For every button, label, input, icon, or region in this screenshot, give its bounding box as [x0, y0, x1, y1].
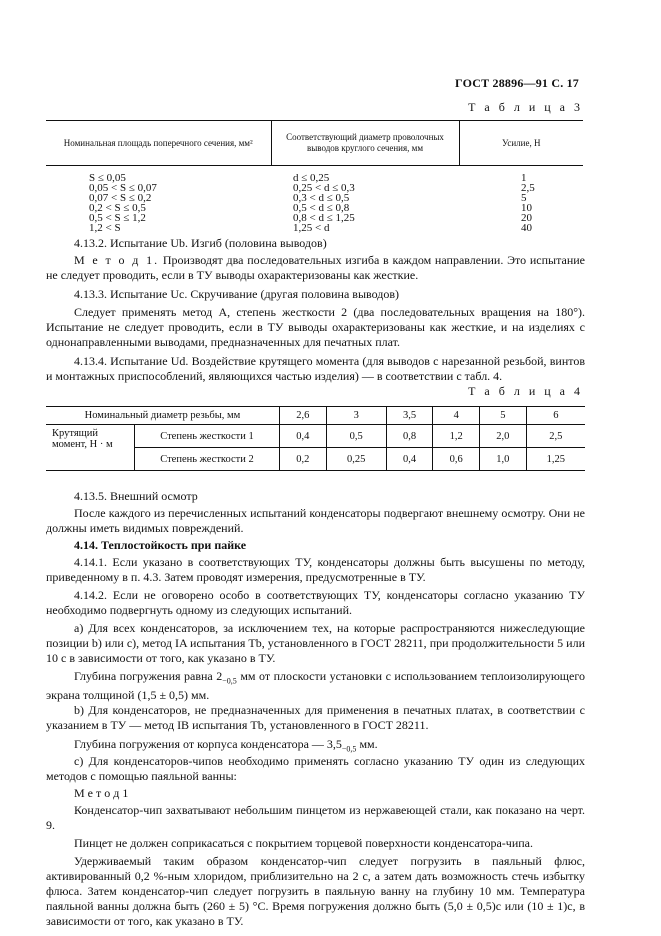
table-cell: 5: [521, 192, 527, 204]
method-text: Производят два последовательных изгиба в каждом направлении. Это испытание не следует проводить, если в ТУ выводы охарактеризованы как жесткие.: [46, 253, 585, 282]
table4-caption: Т а б л и ц а 4: [468, 384, 583, 398]
table-cell: 0,25 < d ≤ 0,3: [293, 182, 355, 194]
table-cell: 1,0: [480, 448, 527, 471]
table-cell: 0,8 < d ≤ 1,25: [293, 212, 355, 224]
table-cell: 0,6: [433, 448, 480, 471]
table-cell: 1: [521, 172, 527, 184]
table-4: [46, 406, 585, 471]
table-cell: 0,07 < S ≤ 0,2: [89, 192, 152, 204]
table3-col-area: Номинальная площадь поперечного сечения, мм²: [46, 121, 271, 166]
table3-diameter-cells: [271, 166, 459, 235]
table3-col-diameter: Соответствующий диаметр проволочных выводов круглого сечения, мм: [271, 121, 459, 166]
table-cell: 0,8: [386, 425, 433, 448]
section-4-14-1: 4.14.1. Если указано в соответствующих ТУ, конденсаторы должны быть высушены по методу, приведенному в п. 4.3. Затем проводят измерения, предусмотренные в ТУ.: [46, 555, 585, 584]
depth-a-text: Глубина погружения равна 2: [74, 669, 223, 683]
item-c-paragraph: с) Для конденсаторов-чипов необходимо применять согласно указанию ТУ один из следующих методов с помощью паяльной ванны:: [46, 754, 585, 783]
table-cell: 2,5: [521, 182, 535, 194]
item-a-paragraph: а) Для всех конденсаторов, за исключением тех, на которые распространяются нижеследующие позиции b) или с), метод IA испытания Tb, установленного в ГОСТ 28211, при продолжительности 5 или 10 с в зависимости от того, как указано в ТУ.: [46, 621, 585, 665]
table-cell: 20: [521, 212, 532, 224]
table-cell: 1,25: [526, 448, 585, 471]
table-cell: 2,0: [480, 425, 527, 448]
section-4-13-4: 4.13.4. Испытание Ud. Воздействие крутящего момента (для выводов с нарезанной резьбой, винтов и монтажных приспособлений, являющихся частью изделия) — в соответствии с табл. 4.: [46, 354, 585, 383]
table4-diameter: 6: [526, 407, 585, 425]
method-1-paragraph: [46, 253, 585, 283]
table-cell: 0,4: [280, 425, 327, 448]
table3-area-cells: [46, 166, 271, 235]
table-cell: 10: [521, 202, 532, 214]
table4-row-group-label: Крутящий момент, Н · м: [46, 425, 135, 471]
chip-grip-paragraph: Конденсатор-чип захватывают небольшим пинцетом из нержавеющей стали, как показано на черт. 9.: [46, 803, 585, 832]
table-3: [46, 120, 583, 234]
table-cell: 40: [521, 222, 532, 234]
table-cell: 0,2 < S ≤ 0,5: [89, 202, 146, 214]
inspection-paragraph: После каждого из перечисленных испытаний конденсаторы подвергают внешнему осмотру. Они не должны иметь видимых повреждений.: [46, 506, 585, 535]
table4-diameter: 5: [480, 407, 527, 425]
depth-b-rest: мм.: [356, 737, 378, 751]
section-4-13-2: 4.13.2. Испытание Ub. Изгиб (половина выводов): [74, 236, 327, 250]
depth-b-text: Глубина погружения от корпуса конденсатора — 3,5: [74, 737, 342, 751]
table4-row-label: Степень жесткости 1: [135, 425, 280, 448]
section-4-13-3: 4.13.3. Испытание Uc. Скручивание (другая половина выводов): [74, 287, 400, 301]
table-cell: 0,5 < S ≤ 1,2: [89, 212, 146, 224]
table-cell: 0,5: [326, 425, 386, 448]
table-cell: S ≤ 0,05: [89, 172, 126, 184]
table-cell: 1,25 < d: [293, 222, 330, 234]
immersion-depth-a: [46, 669, 585, 703]
depth-b-tolerance: −0,5: [341, 744, 357, 754]
tweezers-paragraph: Пинцет не должен соприкасаться с покрытием торцевой поверхности конденсатора-чипа.: [74, 836, 533, 850]
method-label: М е т о д 1.: [74, 253, 160, 267]
table3-force-cells: [459, 166, 583, 235]
page-header: ГОСТ 28896—91 С. 17: [455, 76, 579, 90]
table-cell: 0,4: [386, 448, 433, 471]
depth-a-rest: мм от плоскости установки с использованием теплоизолирующего экрана толщиной (1,5 ± 0,5) мм.: [46, 669, 585, 703]
table-cell: 2,5: [526, 425, 585, 448]
section-4-14-heading: 4.14. Теплостойкость при пайке: [74, 538, 247, 552]
table4-diameter: 3,5: [386, 407, 433, 425]
item-b-paragraph: b) Для конденсаторов, не предназначенных для применения в печатных платах, в соответствии с указанием в ТУ — метод IB испытания Tb, установленного в ГОСТ 28211.: [46, 703, 585, 732]
table-cell: 1,2 < S: [89, 222, 121, 234]
twist-paragraph: Следует применять метод А, степень жесткости 2 (два последовательных вращения на 180°). Испытание не следует проводить, если в ТУ выводы охарактеризованы как жесткие, и на изделиях с однонаправленными выводами, предназначенных для печатных плат.: [46, 305, 585, 349]
table4-diameter: 3: [326, 407, 386, 425]
table-cell: 1,2: [433, 425, 480, 448]
table3-caption: Т а б л и ц а 3: [468, 100, 583, 114]
section-4-13-5: 4.13.5. Внешний осмотр: [74, 489, 198, 503]
table-cell: 0,2: [280, 448, 327, 471]
flux-immersion-paragraph: Удерживаемый таким образом конденсатор-чип следует погрузить в паяльный флюс, активированный 0,2 %-ным хлоридом, приблизительно на 2 с, а затем дать возможность стечь избытку флюса. Затем конденсатор-чип следует погрузить в паяльную ванну на глубину 10 мм. Температура паяльной ванны должна быть (260 ± 5) °С. Время погружения должно быть (5,0 ± 0,5)с или (10 ± 1)с, в зависимости от того, как указано в ТУ.: [46, 854, 585, 928]
table3-col-force: Усилие, Н: [459, 121, 583, 166]
table4-diameter: 4: [433, 407, 480, 425]
table-cell: d ≤ 0,25: [293, 172, 330, 184]
depth-a-tolerance: −0,5: [222, 676, 237, 686]
table4-row-label: Степень жесткости 2: [135, 448, 280, 471]
table4-diameter: 2,6: [280, 407, 327, 425]
table-cell: 0,3 < d ≤ 0,5: [293, 192, 350, 204]
table-cell: 0,05 < S ≤ 0,07: [89, 182, 157, 194]
section-4-14-2: 4.14.2. Если не оговорено особо в соответствующих ТУ, конденсаторы согласно указанию ТУ необходимо подвергнуть одному из следующих испытаний.: [46, 588, 585, 617]
method-1-heading: М е т о д 1: [74, 786, 129, 800]
table-cell: 0,5 < d ≤ 0,8: [293, 202, 350, 214]
table4-header-label: Номинальный диаметр резьбы, мм: [46, 407, 280, 425]
table-cell: 0,25: [326, 448, 386, 471]
